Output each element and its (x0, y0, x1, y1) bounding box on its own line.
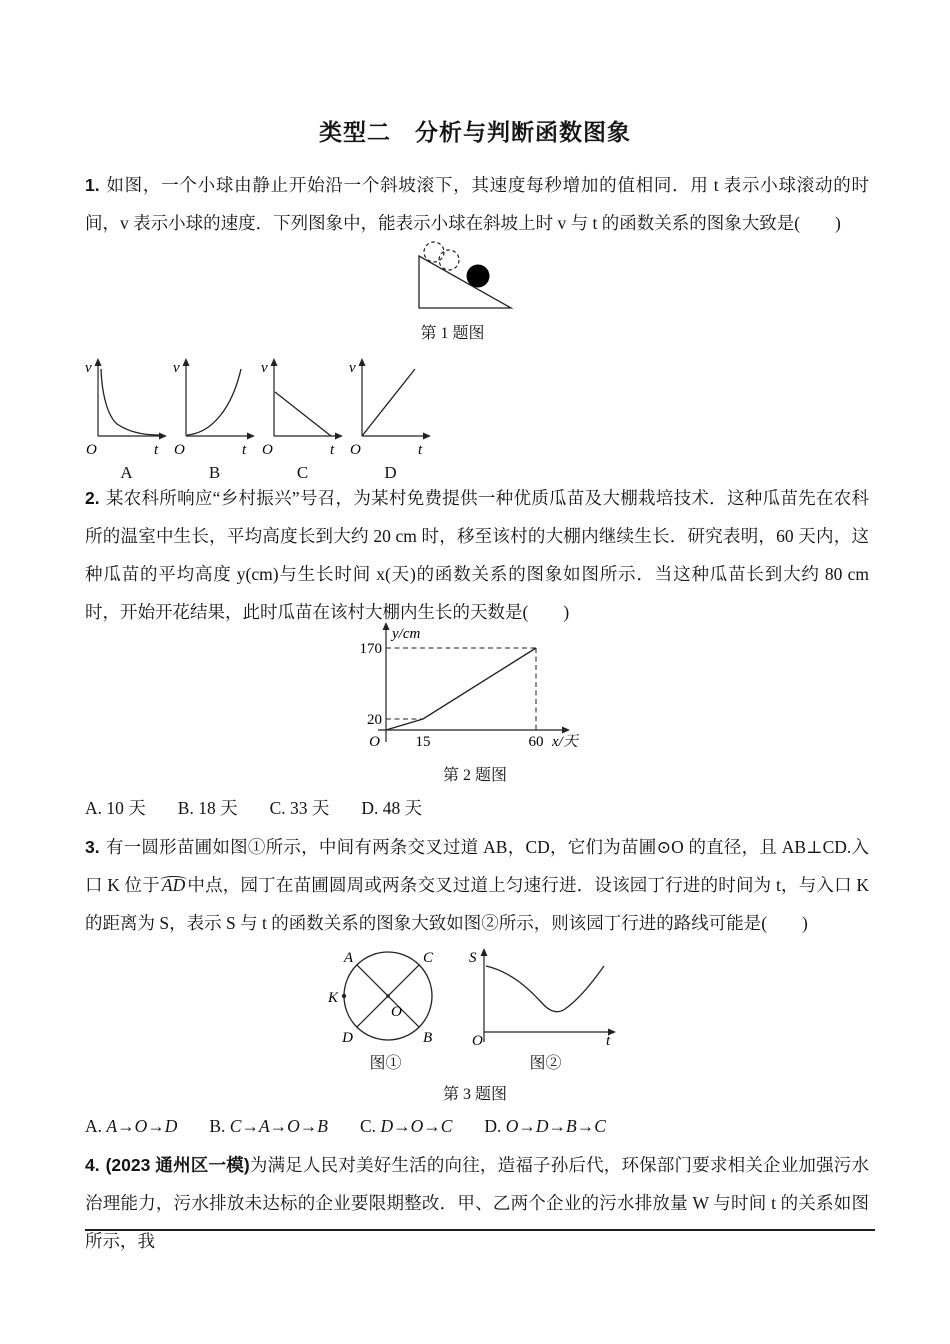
origin-label: O (262, 442, 273, 456)
option-letter-C: C (296, 463, 309, 482)
label-A: A (343, 950, 353, 966)
ghost-ball-1 (424, 242, 444, 262)
question-4-number: 4. (85, 1155, 100, 1175)
option-letter-B: B (208, 463, 221, 482)
y-axis-arrow (95, 358, 102, 366)
question-3-text: 3. 有一圆形苗圃如图①所示，中间有两条交叉过道 AB，CD，它们为苗圃⊙O 的直径，且 AB⊥CD.入口 K 位于 AD 中点，园丁在苗圃圆周或两条交叉过道上匀速行进．设该园丁行进的时间为 t，与入口 K 的距离为 S，表示 S 与 t 的函数关系的图象大致如图②所示，则该园丁行进的路线可能是( ) (85, 837, 869, 933)
q1-option-graph-B (172, 356, 257, 483)
t-axis-label: t (330, 442, 335, 456)
y-tick-170: 170 (359, 641, 382, 657)
q2-choice-B: B. 18 天 (177, 798, 238, 818)
y-axis-arrow (359, 358, 366, 366)
q3-st-graph (468, 946, 623, 1051)
x-axis-arrow (335, 433, 343, 440)
q1-option-graph-C (260, 356, 345, 483)
origin-label: O (350, 442, 361, 456)
x-tick-60: 60 (528, 734, 544, 750)
question-1-text: 1. 如图，一个小球由静止开始沿一个斜坡滚下，其速度每秒增加的值相同．用 t 表示小球滚动的时间，v 表示小球的速度．下列图象中，能表示小球在斜坡上时 v 与 t 的函数关系的图象大致是( ) (85, 175, 869, 233)
page-bottom-rule (85, 1229, 875, 1231)
option-letter-D: D (384, 463, 397, 482)
q1-figure-caption: 第 1 题图 (420, 325, 485, 342)
slope-triangle (419, 256, 511, 308)
q2-function-graph (348, 620, 598, 760)
label-D: D (342, 1030, 353, 1046)
line-C (275, 392, 331, 436)
x-axis-arrow (247, 433, 255, 440)
q2-choice-D: D. 48 天 (361, 798, 423, 818)
t-axis-label: t (418, 442, 423, 456)
y-axis-arrow (383, 622, 390, 630)
label-C: C (423, 950, 434, 966)
growth-curve (386, 648, 536, 730)
page-title: 类型二 分析与判断函数图象 (319, 119, 631, 145)
question-1-number: 1. (85, 175, 100, 195)
q2-figure-caption: 第 2 题图 (442, 767, 507, 784)
q3-choice-C: C. D→O→C (360, 1116, 453, 1136)
q3-figure-caption: 第 3 题图 (442, 1086, 507, 1103)
question-3-number: 3. (85, 837, 100, 857)
ghost-ball-2 (439, 250, 459, 270)
arc-AD: AD (161, 875, 186, 895)
q1-option-graph-D (348, 356, 433, 483)
q1-slope-figure (415, 240, 515, 317)
x-tick-15: 15 (415, 734, 431, 750)
q3-choice-A: A. A→O→D (85, 1116, 178, 1136)
q3-fig1-caption: 图① (369, 1055, 402, 1072)
question-2-number: 2. (85, 488, 100, 508)
q3-fig2-caption: 图② (529, 1055, 562, 1072)
origin-label: O (174, 442, 185, 456)
x-axis-arrow (423, 433, 431, 440)
t-axis-label: t (606, 1033, 611, 1046)
line-D (362, 369, 415, 436)
q3-choice-D: D. O→D→B→C (484, 1116, 606, 1136)
q2-choice-A: A. 10 天 (85, 798, 146, 818)
q3-choices (85, 1116, 606, 1137)
S-axis-label: S (469, 950, 477, 966)
x-axis-label: x/天 (552, 734, 578, 750)
question-4-text: 4. (2023 通州区一模)为满足人民对美好生活的向往，造福子孙后代，环保部门要求相关企业加强污水治理能力，污水排放未达标的企业要限期整改．甲、乙两个企业的污水排放量 W 与时间 t 的关系如图所示，我 (85, 1155, 869, 1251)
q2-choice-C: C. 33 天 (269, 798, 330, 818)
t-axis-label: t (154, 442, 159, 456)
curve-B (187, 369, 241, 435)
label-B: B (423, 1030, 433, 1046)
label-K: K (327, 990, 338, 1006)
q3-circle-figure (298, 944, 473, 1053)
option-letter-A: A (120, 463, 133, 482)
x-axis-arrow (562, 727, 570, 734)
v-axis-label: v (261, 360, 268, 376)
x-axis-arrow (159, 433, 167, 440)
question-2-text: 2. 某农科所响应“乡村振兴”号召，为某村免费提供一种优质瓜苗及大棚栽培技术．这种瓜苗先在农科所的温室中生长，平均高度长到大约 20 cm 时，移至该村的大棚内继续生长．研究表明，60 天内，这种瓜苗的平均高度 y(cm)与生长时间 x(天)的函数关系的图象如图所示．当这种瓜苗长到大约 80 cm 时，开始开花结果，此时瓜苗在该村大棚内生长的天数是( ) (85, 488, 869, 622)
question-4-source: (2023 通州区一模) (105, 1155, 250, 1175)
v-axis-label: v (349, 360, 356, 376)
v-axis-label: v (85, 360, 92, 376)
y-axis-arrow (271, 358, 278, 366)
q2-choices (85, 795, 422, 820)
y-axis-arrow (481, 948, 488, 956)
label-O: O (391, 1004, 402, 1020)
y-tick-20: 20 (367, 712, 382, 728)
origin-label: O (472, 1033, 483, 1046)
point-K-dot (342, 994, 346, 998)
v-axis-label: v (173, 360, 180, 376)
curve-A (101, 369, 159, 435)
origin-label: O (369, 734, 380, 750)
ball (467, 265, 490, 288)
y-axis-label: y/cm (392, 626, 421, 642)
q3-choice-B: B. C→A→O→B (209, 1116, 328, 1136)
y-axis-arrow (183, 358, 190, 366)
arc-over-AD-mark (160, 876, 187, 884)
center-O-dot (386, 994, 390, 998)
origin-label: O (86, 442, 97, 456)
t-axis-label: t (242, 442, 247, 456)
q1-option-graph-A (84, 356, 169, 483)
distance-curve (486, 966, 604, 1012)
